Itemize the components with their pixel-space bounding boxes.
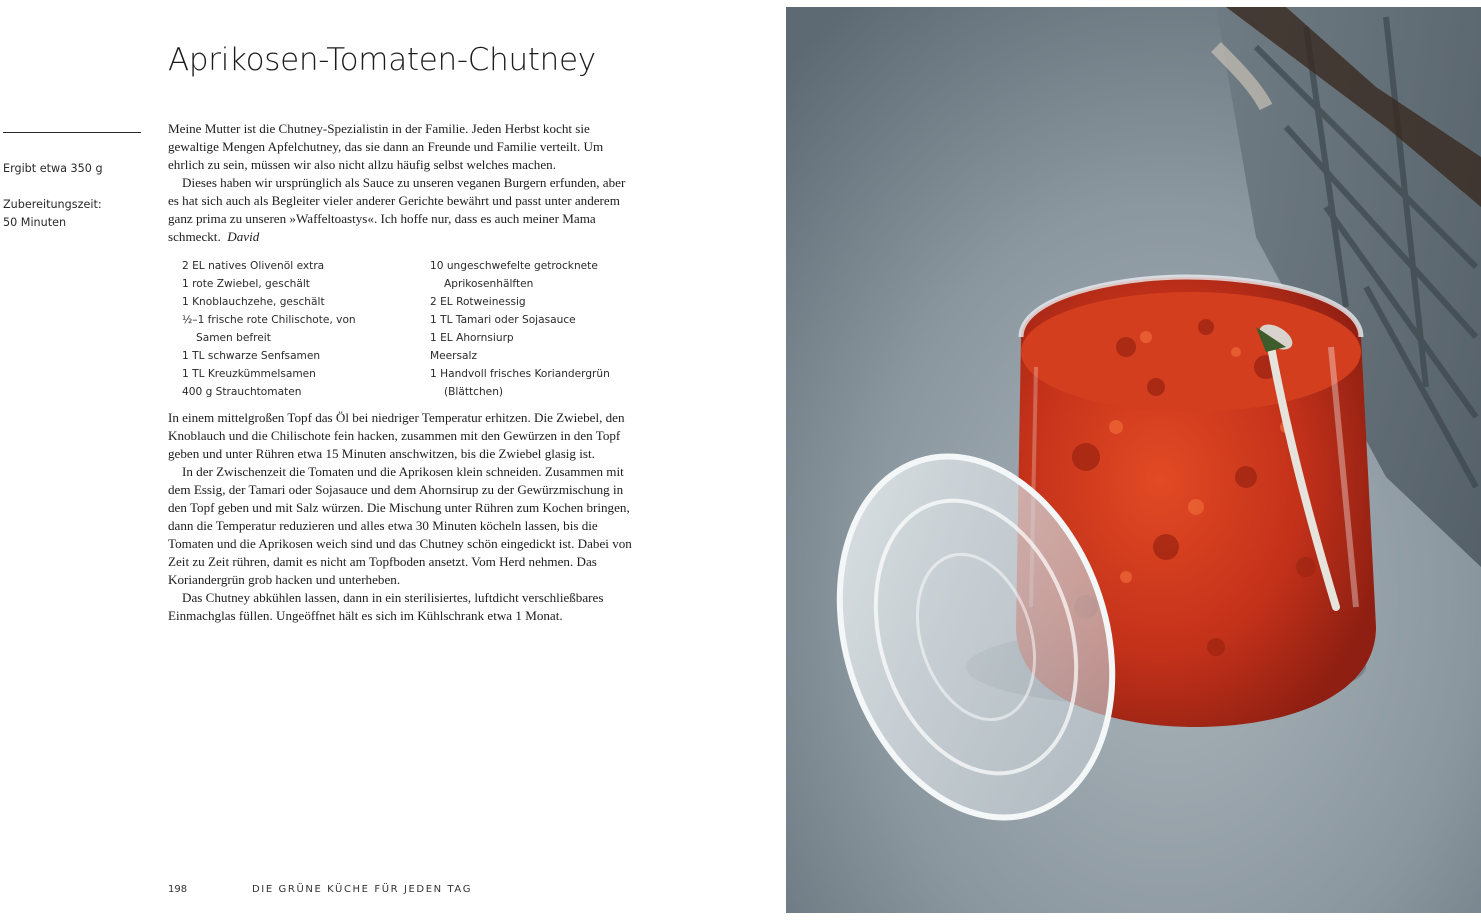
ingredient-item: 2 EL natives Olivenöl extra [182,260,325,272]
ingredient-item: 1 TL schwarze Senfsamen [182,350,321,362]
ingredient-item: 1 Knoblauchzehe, geschält [182,296,325,308]
sidebar-divider [3,132,141,133]
prep-time-label: Zubereitungszeit: [3,198,102,211]
intro-paragraph: Dieses haben wir ursprünglich als Sauce zu unseren veganen Burgern erfunden, aber es hat sich auch als Begleiter vieler anderer Gerichte bewährt und passt unter anderem ganz prima zu unseren »Waffeltoastys«. Ich hoffe nur, dass es auch meiner Mama schmeckt. David [168,175,626,244]
ingredient-item: 1 rote Zwiebel, geschält [182,278,310,290]
method-paragraph: In der Zwischenzeit die Tomaten und die Aprikosen klein schneiden. Zusammen mit dem Essig, der Tamari oder Sojasauce und dem Ahornsirup zu der Gewürzmischung in den Topf geben und mit Salz würzen. Die Mischung unter Rühren zum Kochen bringen, dann die Temperatur reduzieren und alles etwa 30 Minuten köcheln lassen, bis die Tomaten und die Aprikosen weich sind und das Chutney schön eingedickt ist. Dabei von Zeit zu Zeit rühren, damit es nicht am Topfboden ansetzt. Vom Herd nehmen. Das Koriandergrün grob hacken und unterheben. [168,464,632,587]
ingredient-column-right [430,257,680,401]
ingredient-item: 1 TL Tamari oder Sojasauce [430,314,576,326]
ingredient-item: 1 TL Kreuzkümmelsamen [182,368,316,380]
ingredient-item: Meersalz [430,350,478,362]
chutney-jar-photo [786,7,1481,913]
ingredient-item: 1 EL Ahornsiurp [430,332,514,344]
method-paragraph: Das Chutney abkühlen lassen, dann in ein sterilisiertes, luftdicht verschließbares Einmachglas füllen. Ungeöffnet hält es sich im Kühlschrank etwa 1 Monat. [168,590,604,623]
ingredient-item: 10 ungeschwefelte getrocknete Aprikosenhälften [430,260,598,290]
page-number: 198 [168,884,188,895]
ingredient-item: 400 g Strauchtomaten [182,386,302,398]
yield-text: Ergibt etwa 350 g [3,162,103,175]
recipe-intro [168,120,638,246]
recipe-title: Aprikosen-Tomaten-Chutney [168,42,596,78]
author-signature: David [227,229,260,244]
ingredient-item: 2 EL Rotweinessig [430,296,526,308]
recipe-method [168,409,638,625]
ingredient-item: 1 Handvoll frisches Koriandergrün (Blättchen) [430,368,610,398]
ingredient-column-left [182,257,432,401]
method-paragraph: In einem mittelgroßen Topf das Öl bei niedriger Temperatur erhitzen. Die Zwiebel, den Knoblauch und die Chilischote fein hacken, zusammen mit den Gewürzen in den Topf geben und unter Rühren etwa 15 Minuten anschwitzen, bis die Zwiebel glasig ist. [168,410,625,461]
ingredient-item: ½–1 frische rote Chilischote, von Samen befreit [182,314,356,344]
recipe-meta [3,160,153,232]
prep-time-value: 50 Minuten [3,216,67,229]
intro-paragraph: Meine Mutter ist die Chutney-Spezialistin in der Familie. Jeden Herbst kocht sie gewaltige Mengen Apfelchutney, das sie dann an Freunde und Familie verteilt. Um ehrlich zu sein, müssen wir also nicht allzu häufig selbst welches machen. [168,121,604,172]
running-title: DIE GRÜNE KÜCHE FÜR JEDEN TAG [252,884,473,895]
